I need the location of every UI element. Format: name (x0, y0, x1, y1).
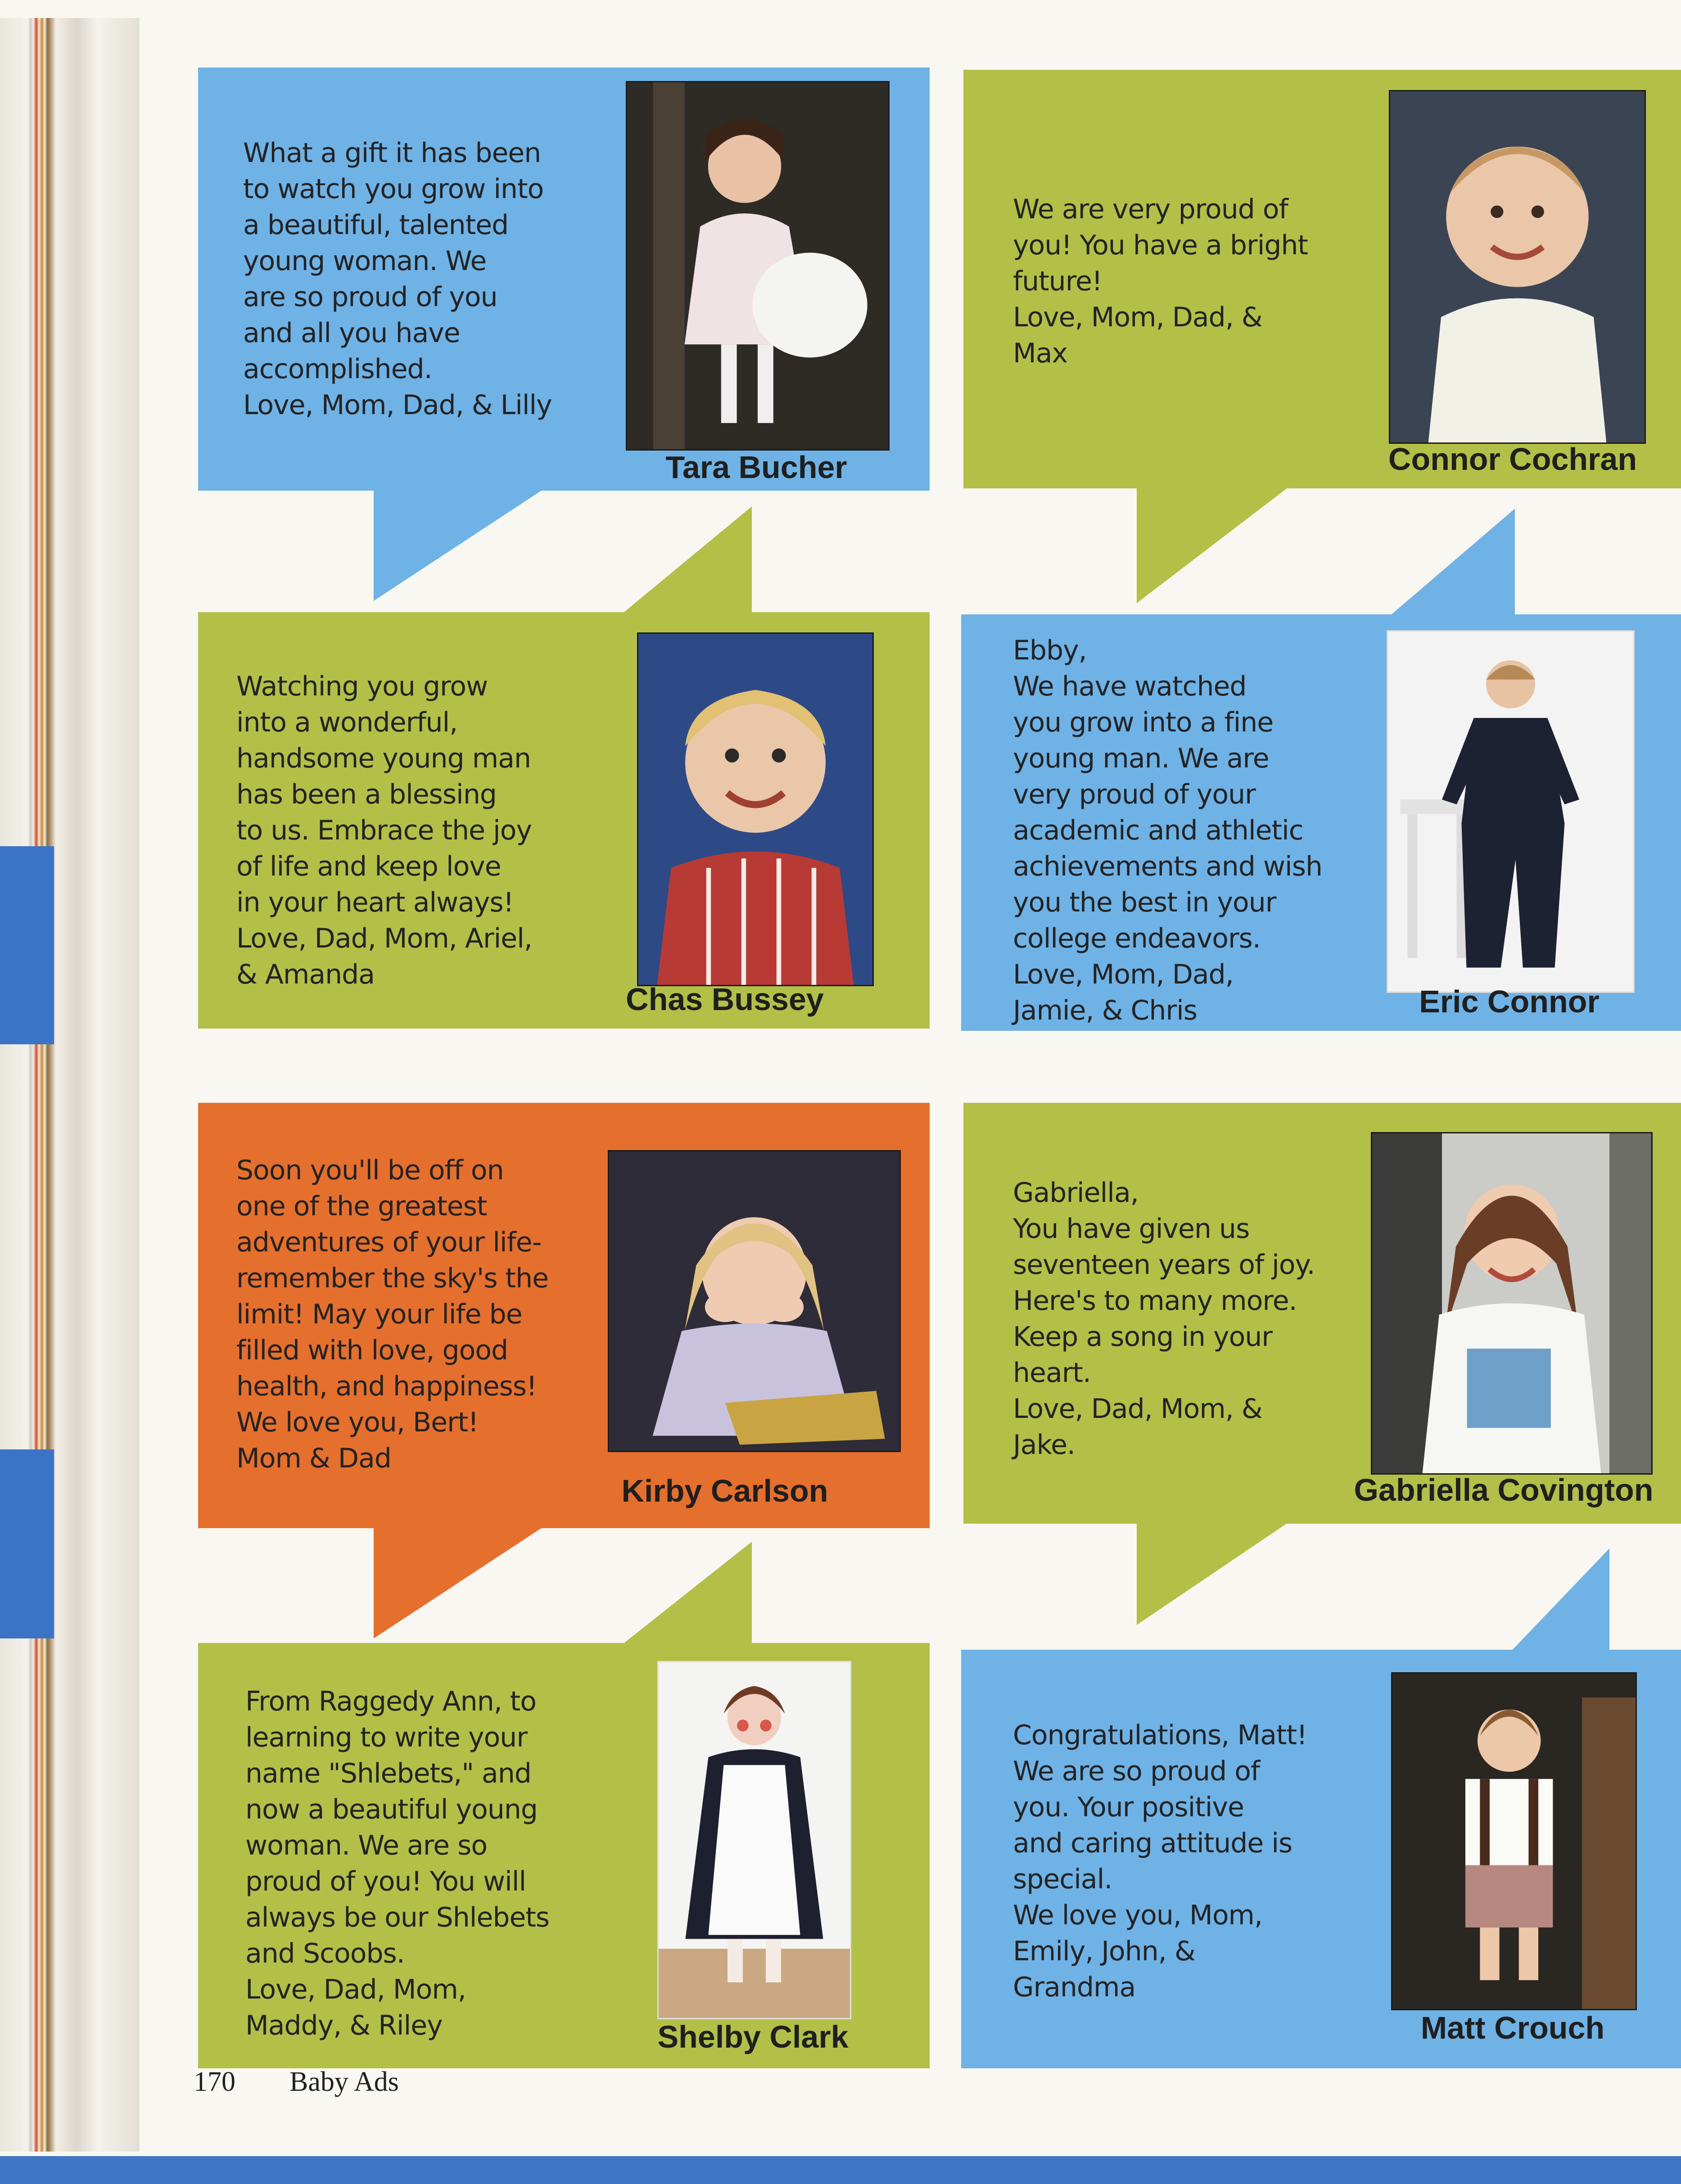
child-name: Matt Crouch (1420, 2010, 1605, 2045)
blue-tab-decoration (0, 846, 54, 1044)
ad-message: Congratulations, Matt! We are so proud of you. Your positive and caring attitude is special. We love you, Mom, Emily, John, & Grandma (1013, 1719, 1307, 2003)
speech-tail (1137, 486, 1290, 603)
ad-message: We are very proud of you! You have a bright future! Love, Mom, Dad, & Max (1013, 194, 1308, 369)
child-name: Eric Connor (1419, 984, 1600, 1019)
book-page-edges (0, 18, 140, 2152)
speech-tail (1510, 1548, 1609, 1652)
baby-photo (1391, 1672, 1637, 2010)
ad-message: From Raggedy Ann, to learning to write your name "Shlebets," and now a beautiful young woman. We are so proud of you! You will always be our Shlebets and Scoobs. Love, Dad, Mom, Maddy, & Riley (245, 1686, 550, 2041)
ad-card-chas-bussey (198, 612, 930, 1029)
ad-card-kirby-carlson (198, 1103, 930, 1528)
ad-message: Watching you grow into a wonderful, handsome young man has been a blessing to us. Embrace the joy of life and keep love in your heart always! Love, Dad, Mom, Ariel, & Amanda (236, 671, 532, 990)
blue-tab-decoration (0, 1449, 54, 1638)
child-name: Gabriella Covington (1354, 1472, 1654, 1507)
ad-message: What a gift it has been to watch you grow into a beautiful, talented young woman. We are so proud of you and all you have accomplished. Love, Mom, Dad, & Lilly (243, 137, 552, 421)
child-name: Chas Bussey (626, 982, 824, 1017)
speech-tail (621, 506, 752, 614)
baby-photo (637, 632, 874, 986)
speech-tail (1137, 1521, 1290, 1625)
ad-message: Gabriella, You have given us seventeen years of joy. Here's to many more. Keep a song in your heart. Love, Dad, Mom, & Jake. (1013, 1177, 1315, 1461)
speech-tail (1389, 509, 1515, 617)
baby-photo (626, 81, 890, 451)
baby-photo (1387, 630, 1635, 993)
ad-message: Soon you'll be off on one of the greatest adventures of your life- remember the sky's the limit! May your life be filled with love, good health, and happiness! We love you, Bert! Mom & Dad (236, 1155, 549, 1474)
ad-card-tara-bucher (198, 68, 930, 491)
child-name: Connor Cochran (1388, 442, 1637, 477)
page-footer (194, 2066, 453, 2098)
baby-photo (608, 1150, 901, 1452)
baby-photo (1389, 90, 1646, 444)
child-name: Kirby Carlson (621, 1473, 828, 1508)
ad-card-matt-crouch (961, 1650, 1681, 2068)
speech-tail (374, 488, 545, 601)
section-title: Baby Ads (289, 2067, 399, 2097)
baby-photo (657, 1661, 851, 2019)
book-bottom-strip (0, 2156, 1681, 2184)
baby-photo (1371, 1132, 1653, 1475)
ad-card-eric-connor (961, 614, 1681, 1031)
speech-tail (374, 1526, 545, 1638)
ad-message: Ebby, We have watched you grow into a fine young man. We are very proud of your academic and athletic achievements and wish you the best in your college endeavors. Love, Mom, Dad, Jamie, & Chris (1013, 635, 1323, 1026)
ad-card-connor-cochran (963, 70, 1681, 488)
ad-card-gabriella-covington (963, 1103, 1681, 1524)
page-number: 170 (194, 2067, 235, 2097)
child-name: Tara Bucher (665, 450, 847, 485)
speech-tail (621, 1542, 752, 1645)
ad-card-shelby-clark (198, 1643, 930, 2068)
child-name: Shelby Clark (657, 2019, 849, 2054)
